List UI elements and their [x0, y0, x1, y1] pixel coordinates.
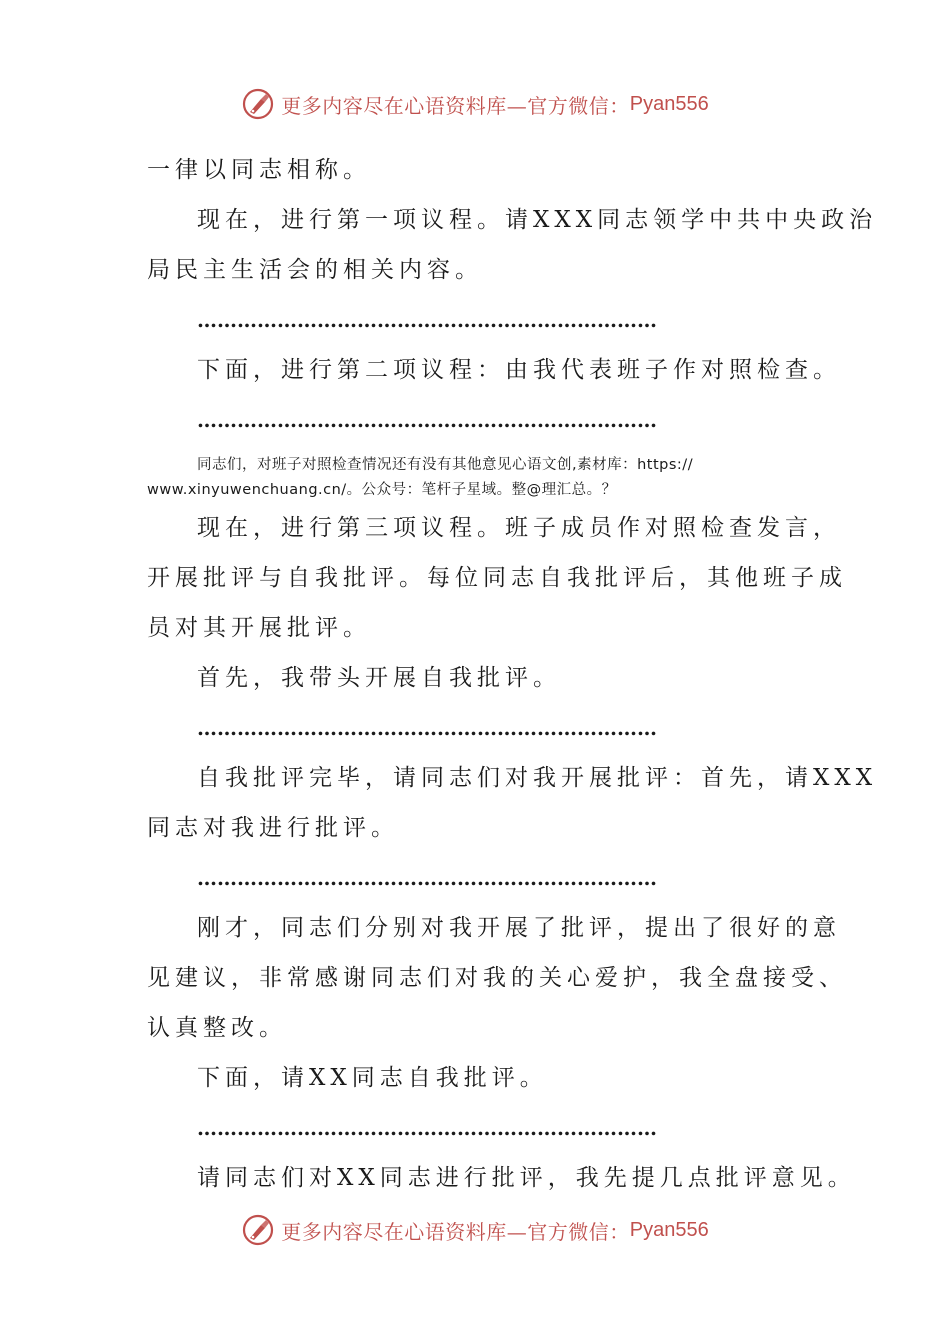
ellipsis-separator: …………………………………………………………… [197, 1116, 657, 1140]
paragraph-line: 认真整改。 [147, 1015, 287, 1041]
paragraph-line: 开展批评与自我批评。每位同志自我批评后，其他班子成 [147, 565, 847, 591]
paragraph-line: 请同志们对XX同志进行批评，我先提几点批评意见。 [197, 1165, 856, 1191]
paragraph-line: 自我批评完毕，请同志们对我开展批评：首先，请XXX [197, 765, 878, 791]
footer-wechat-id: Pyan556 [629, 1218, 709, 1241]
header-brand-text: 更多内容尽在心语资料库—官方微信： [281, 93, 630, 118]
pen-nib-circle-icon [241, 1213, 275, 1247]
footer-banner [0, 1208, 950, 1252]
ellipsis-separator: …………………………………………………………… [197, 308, 657, 332]
paragraph-line: 局民主生活会的相关内容。 [147, 257, 483, 283]
document-body [147, 145, 878, 1203]
paragraph-line: 现在，进行第一项议程。请XXX同志领学中共中央政治 [197, 207, 878, 233]
paragraph-line: 同志对我进行批评。 [147, 815, 399, 841]
paragraph-line: 现在，进行第三项议程。班子成员作对照检查发言， [197, 515, 841, 541]
header-banner [0, 82, 950, 126]
footer-brand-text: 更多内容尽在心语资料库—官方微信： [281, 1219, 630, 1244]
ellipsis-separator: …………………………………………………………… [197, 716, 657, 740]
paragraph-line: 员对其开展批评。 [147, 615, 371, 641]
ellipsis-separator: …………………………………………………………… [197, 866, 657, 890]
paragraph-line: 下面，请XX同志自我批评。 [197, 1065, 548, 1091]
ellipsis-separator: …………………………………………………………… [197, 408, 657, 432]
paragraph-line: 下面，进行第二项议程：由我代表班子作对照检查。 [197, 357, 841, 383]
paragraph-line: 一律以同志相称。 [147, 157, 371, 183]
inserted-note-line: www.xinyuwenchuang.cn/。公众号：笔杆子星域。整@理汇总。？ [147, 482, 617, 498]
paragraph-line: 首先，我带头开展自我批评。 [197, 665, 561, 691]
header-wechat-id: Pyan556 [629, 92, 709, 115]
paragraph-line: 刚才，同志们分别对我开展了批评，提出了很好的意 [197, 915, 841, 941]
pen-nib-circle-icon [241, 87, 275, 121]
inserted-note-line: 同志们，对班子对照检查情况还有没有其他意见心语文创,素材库：https:// [197, 457, 694, 473]
paragraph-line: 见建议，非常感谢同志们对我的关心爱护，我全盘接受、 [147, 965, 847, 991]
